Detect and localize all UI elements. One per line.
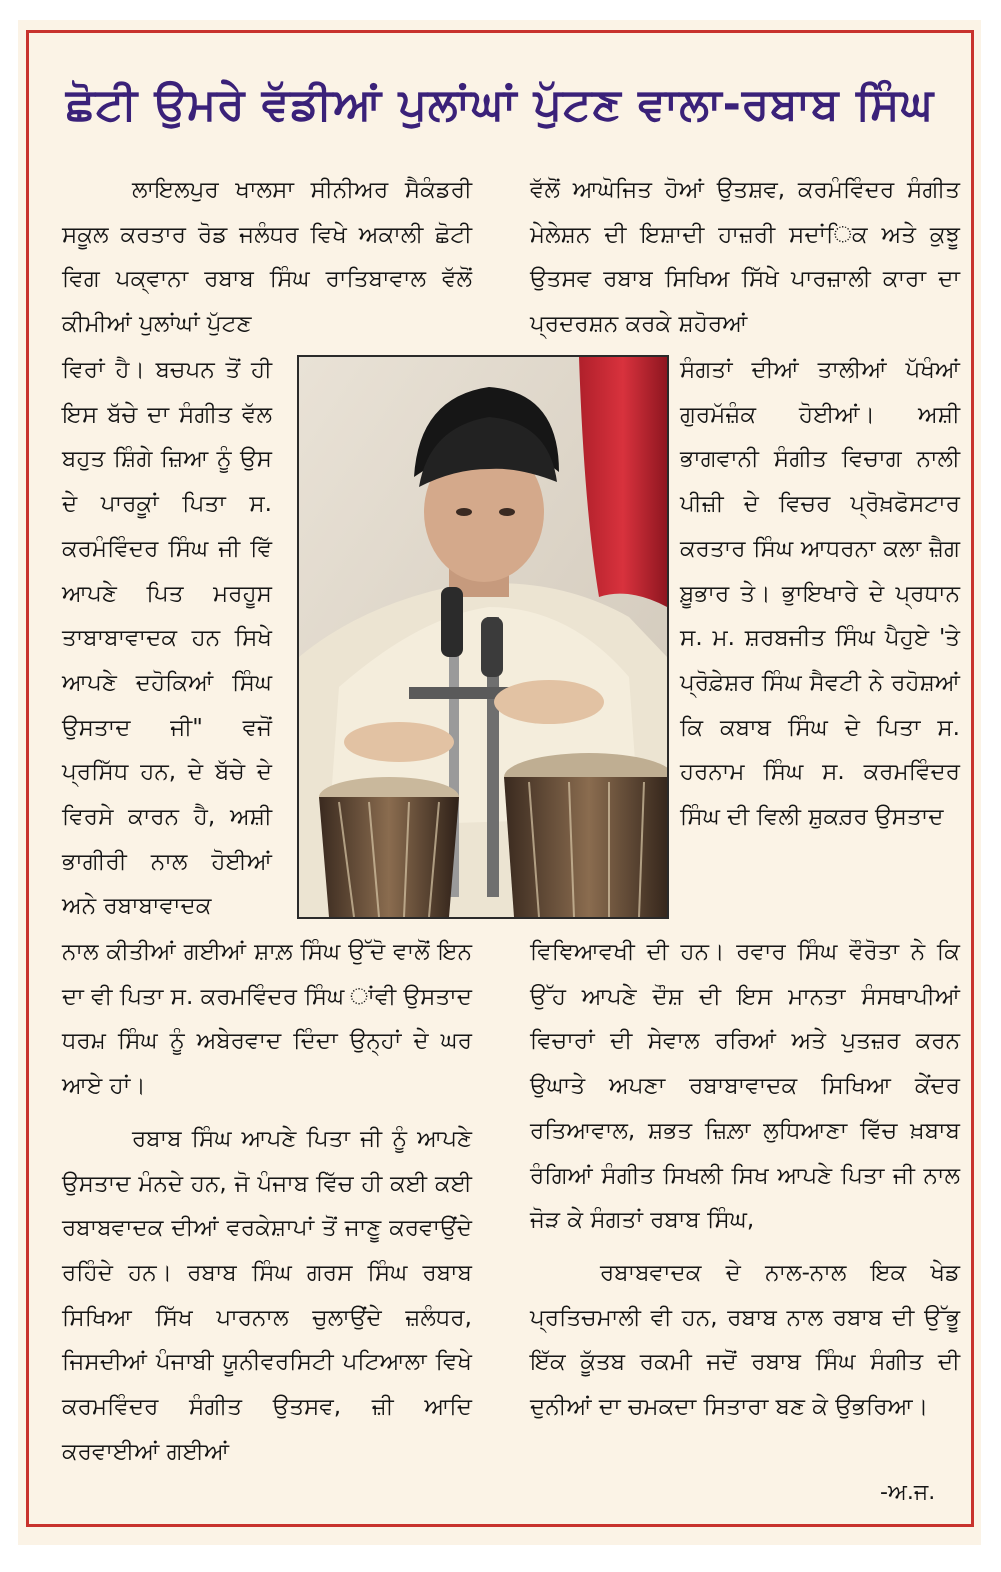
left-column-beside-photo — [62, 348, 272, 929]
left-para2: ਰਬਾਬ ਸਿੰਘ ਆਪਣੇ ਪਿਤਾ ਜੀ ਨੂੰ ਆਪਣੇ ਉਸਤਾਦ ਮੰਨਦੇ ਹਨ, ਜੋ ਪੰਜਾਬ ਵਿੱਚ ਹੀ ਕਈ ਕਈ ਰਬਾਬਵਾਦਕ ਦੀਆਂ ਵਰਕੇਸ਼ਾਪਾਂ ਤੋਂ ਜਾਣੂ ਕਰਵਾਉਂਦੇ ਰਹਿੰਦੇ ਹਨ। ਰਬਾਬ ਸਿੰਘ ਗਰਸ ਸਿੰਘ ਰਬਾਬ ਸਿਖਿਆ ਸਿੱਖ ਪਾਰਨਾਲ ਚੁਲਾਉਂਦੇ ਜ਼ਲੰਧਰ, ਜਿਸਦੀਆਂ ਪੰਜਾਬੀ ਯੂਨੀਵਰਸਿਟੀ ਪਟਿਆਲਾ ਵਿਖੇ ਕਰਮਵਿੰਦਰ ਸੰਗੀਤ ਉਤਸਵ, ਜ਼ੀ ਆਦਿ ਕਰਵਾਈਆਂ ਗਈਆਂ — [62, 1125, 472, 1465]
bottom-border-rule — [26, 1524, 974, 1527]
left-para1-end: ਨਾਲ ਕੀਤੀਆਂ ਗਈਆਂ ਸ਼ਾਲ਼ ਸਿੰਘ ਉੱਦੋ ਵਾਲੋਂ ਇਨ ਦਾ ਵੀ ਪਿਤਾ ਸ. ਕਰਮਵਿੰਦਰ ਸਿੰਘ ਾਂਵੀ ਉਸਤਾਦ ਧਰਮ਼ ਸਿੰਘ ਨੂੰ ਅਬੇਰਵਾਦ ਦਿੰਦਾ ਉਨ੍ਹਾਂ ਦੇ ਘਰ ਆਏ ਹਾਂ। — [62, 939, 472, 1100]
right-bottom-text: ਵਿਞਿਆਵਖੀ ਦੀ ਹਨ। ਰਵਾਰ ਸਿੰਘ ਵੌਰੋਤਾ ਨੇ ਕਿ ਉੱਹ ਆਪਣੇ ਦੌਸ਼ ਦੀ ਇਸ ਮਾਨਤਾ ਸੰਸਥਾਪੀਆਂ ਵਿਚਾਰਾਂ ਦੀ ਸੇਵਾਲ ਰਰਿਆਂ ਅਤੇ ਪੁਤਜ਼ਰ ਕਰਨ ਉਘਾਤੇ ਅਪਣਾ ਰਬਾਬਾਵਾਦਕ ਸਿਖਿਆ ਕੇਂਦਰ ਰਤਿਆਵਾਲ, ਸ਼ਭਤ ਜ਼ਿਲ਼ਾ ਲੁਧਿਆਣਾ ਵਿੱਚ ਖ਼ਬਾਬ ਰੰਗਿਆਂ ਸੰਗੀਤ ਸਿਖਲੀ ਸਿਖ ਆਪਣੇ ਪਿਤਾ ਜੀ ਨਾਲ ਜੋੜ ਕੇ ਸੰਗਤਾਂ ਰਬਾਬ ਸਿੰਘ, — [530, 939, 960, 1234]
top-border-rule — [26, 30, 974, 33]
right-last-para: ਰਬਾਬਵਾਦਕ ਦੇ ਨਾਲ-ਨਾਲ ਇਕ ਖੇਡ ਪ੍ਰਤਿਚਮਾਲੀ ਵੀ ਹਨ, ਰਬਾਬ ਨਾਲ ਰਬਾਬ ਦੀ ਉੱਭੂ ਇੱਕ ਕੂੱਤਬ ਰਕਮੀ ਜਦੋਂ ਰਬਾਬ ਸਿੰਘ ਸੰਗੀਤ ਦੀ ਦੁਨੀਆਂ ਦਾ ਚਮਕਦਾ ਸਿਤਾਰਾ ਬਣ ਕੇ ਉਭਰਿਆ। — [530, 1259, 960, 1421]
musician-photo-illustration — [299, 357, 667, 917]
right-column-top — [530, 168, 960, 347]
musician-photo — [297, 355, 669, 919]
right-top-text: ਵੱਲੋਂ ਆਘੋਜਿਤ ਹੋਆਂ ਉਤਸ਼ਵ, ਕਰਮੰਵਿੰਦਰ ਸੰਗੀਤ ਮੇਲੇਸ਼ਨ ਦੀ ਇਸ਼ਾਦੀ ਹਾਜ਼ਰੀ ਸਦਾਂਿਕ ਅਤੇ ਕੁਝੂ ਉਤਸਵ ਰਬਾਬ ਸਿਖਿਅ ਸਿੱਖੇ ਪਾਰਜ਼ਾਲੀ ਕਾਰਾ ਦਾ ਪ੍ਰਦਰਸ਼ਨ ਕਰਕੇ ਸ਼ਹੋਰਆਂ — [530, 177, 960, 338]
article-headline: ਛੋਟੀ ਉਮਰੇ ਵੱਡੀਆਂ ਪੁਲਾਂਘਾਂ ਪੁੱਟਣ ਵਾਲਾ-ਰਬਾਬ ਸਿੰਘ — [65, 79, 935, 130]
left-intro-text: ਲਾਇਲਪੁਰ ਖਾਲਸਾ ਸੀਨੀਅਰ ਸੈਕੰਡਰੀ ਸਕੂਲ ਕਰਤਾਰ ਰੋਡ ਜਲੰਧਰ ਵਿਖੇ ਅਕਾਲੀ ਛੋਟੀ ਵਿਗ ਪਕ੍ਵਾਨਾ ਰਬਾਬ ਸਿੰਘ ਰਾਤਿਬਾਵਾਲ ਵੱਲੋਂ ਕੀਮੀਆਂ ਪੁਲਾਂਘਾਂ ਪੁੱਟਣ — [62, 177, 472, 338]
left-narrow-text: ਵਿਰਾਂ ਹੈ। ਬਚਪਨ ਤੋਂ ਹੀ ਇਸ ਬੱਚੇ ਦਾ ਸੰਗੀਤ ਵੱਲ ਬਹੁਤ ਸ਼ਿੰਗੇ ਜ਼ਿਆ ਨੂੰ ਉਸ ਦੇ ਪਾਰਕੂਾਂ ਪਿਤਾ ਸ. ਕਰਮੰਵਿੰਦਰ ਸਿੰਘ ਜੀ ਵਿੱ ਆਪਣੇ ਪਿਤ ਮਰਹੂਸ ਤਾਬਾਬਾਵਾਦਕ ਹਨ ਸਿਖੇ ਆਪਣੇ ਦਹੋਕਿਆਂ ਸਿੰਘ ਉਸਤਾਦ ਜੀ" ਵਜੋਂ ਪ੍ਰਸਿੱਧ ਹਨ, ਦੇ ਬੱਚੇ ਦੇ ਵਿਰਸੇ ਕਾਰਨ ਹੈ, ਅਸ਼ੀ ਭਾਗੀਰੀ ਨਾਲ ਹੋਈਆਂ ਅਨੇ ਰਬਾਬਾਵਾਦਕ — [62, 357, 272, 920]
right-border-rule — [971, 30, 974, 1527]
left-column-lower — [62, 930, 472, 1474]
left-border-rule — [26, 30, 29, 1527]
right-narrow-text: ਸੰਗਤਾਂ ਦੀਆਂ ਤਾਲੀਆਂ ਪੱਖੰਆਂ ਗੁਰਮੱਜ਼ੰਕ ਹੋਈਆਂ। ਅਸ਼ੀ ਭਾਗਵਾਨੀ ਸੰਗੀਤ ਵਿਚਾਗ ਨਾਲੀ ਪੀਜ਼ੀ ਦੇ ਵਿਚਰ ਪ੍ਰੋਖ਼ਫੋਸਟਾਰ ਕਰਤਾਰ ਸਿੰਘ ਆਧਰਨਾ ਕਲਾ ਜ਼ੈਗ ਬ਼ੂਭਾਰ ਤੇ। ਭੁਾਇਖਾਰੇ ਦੇ ਪ੍ਰਧਾਨ ਸ. ਮ. ਸ਼ਰਬਜੀਤ ਸਿੰਘ ਪੈਹੁਏ 'ਤੇ ਪ੍ਰੋਫ਼ੇਸ਼ਰ ਸਿੰਘ ਸੈਵਟੀ ਨੇ ਰਹੋਸ਼ਆਂ ਕਿ ਕਬਾਬ ਸਿੰਘ ਦੇ ਪਿਤਾ ਸ. ਹਰਨਾਮ ਸਿੰਘ ਸ. ਕਰਮਵਿੰਦਰ ਸਿੰਘ ਦੀ ਵਿਲੀ ਸ਼ੁਕਰ਼ਰ ਉਸਤਾਦ — [680, 357, 960, 831]
right-column-lower — [530, 930, 960, 1430]
author-signoff: -ਅ.ਜ. — [880, 1480, 936, 1505]
left-column-intro — [62, 168, 472, 347]
right-column-beside-photo — [680, 348, 960, 840]
